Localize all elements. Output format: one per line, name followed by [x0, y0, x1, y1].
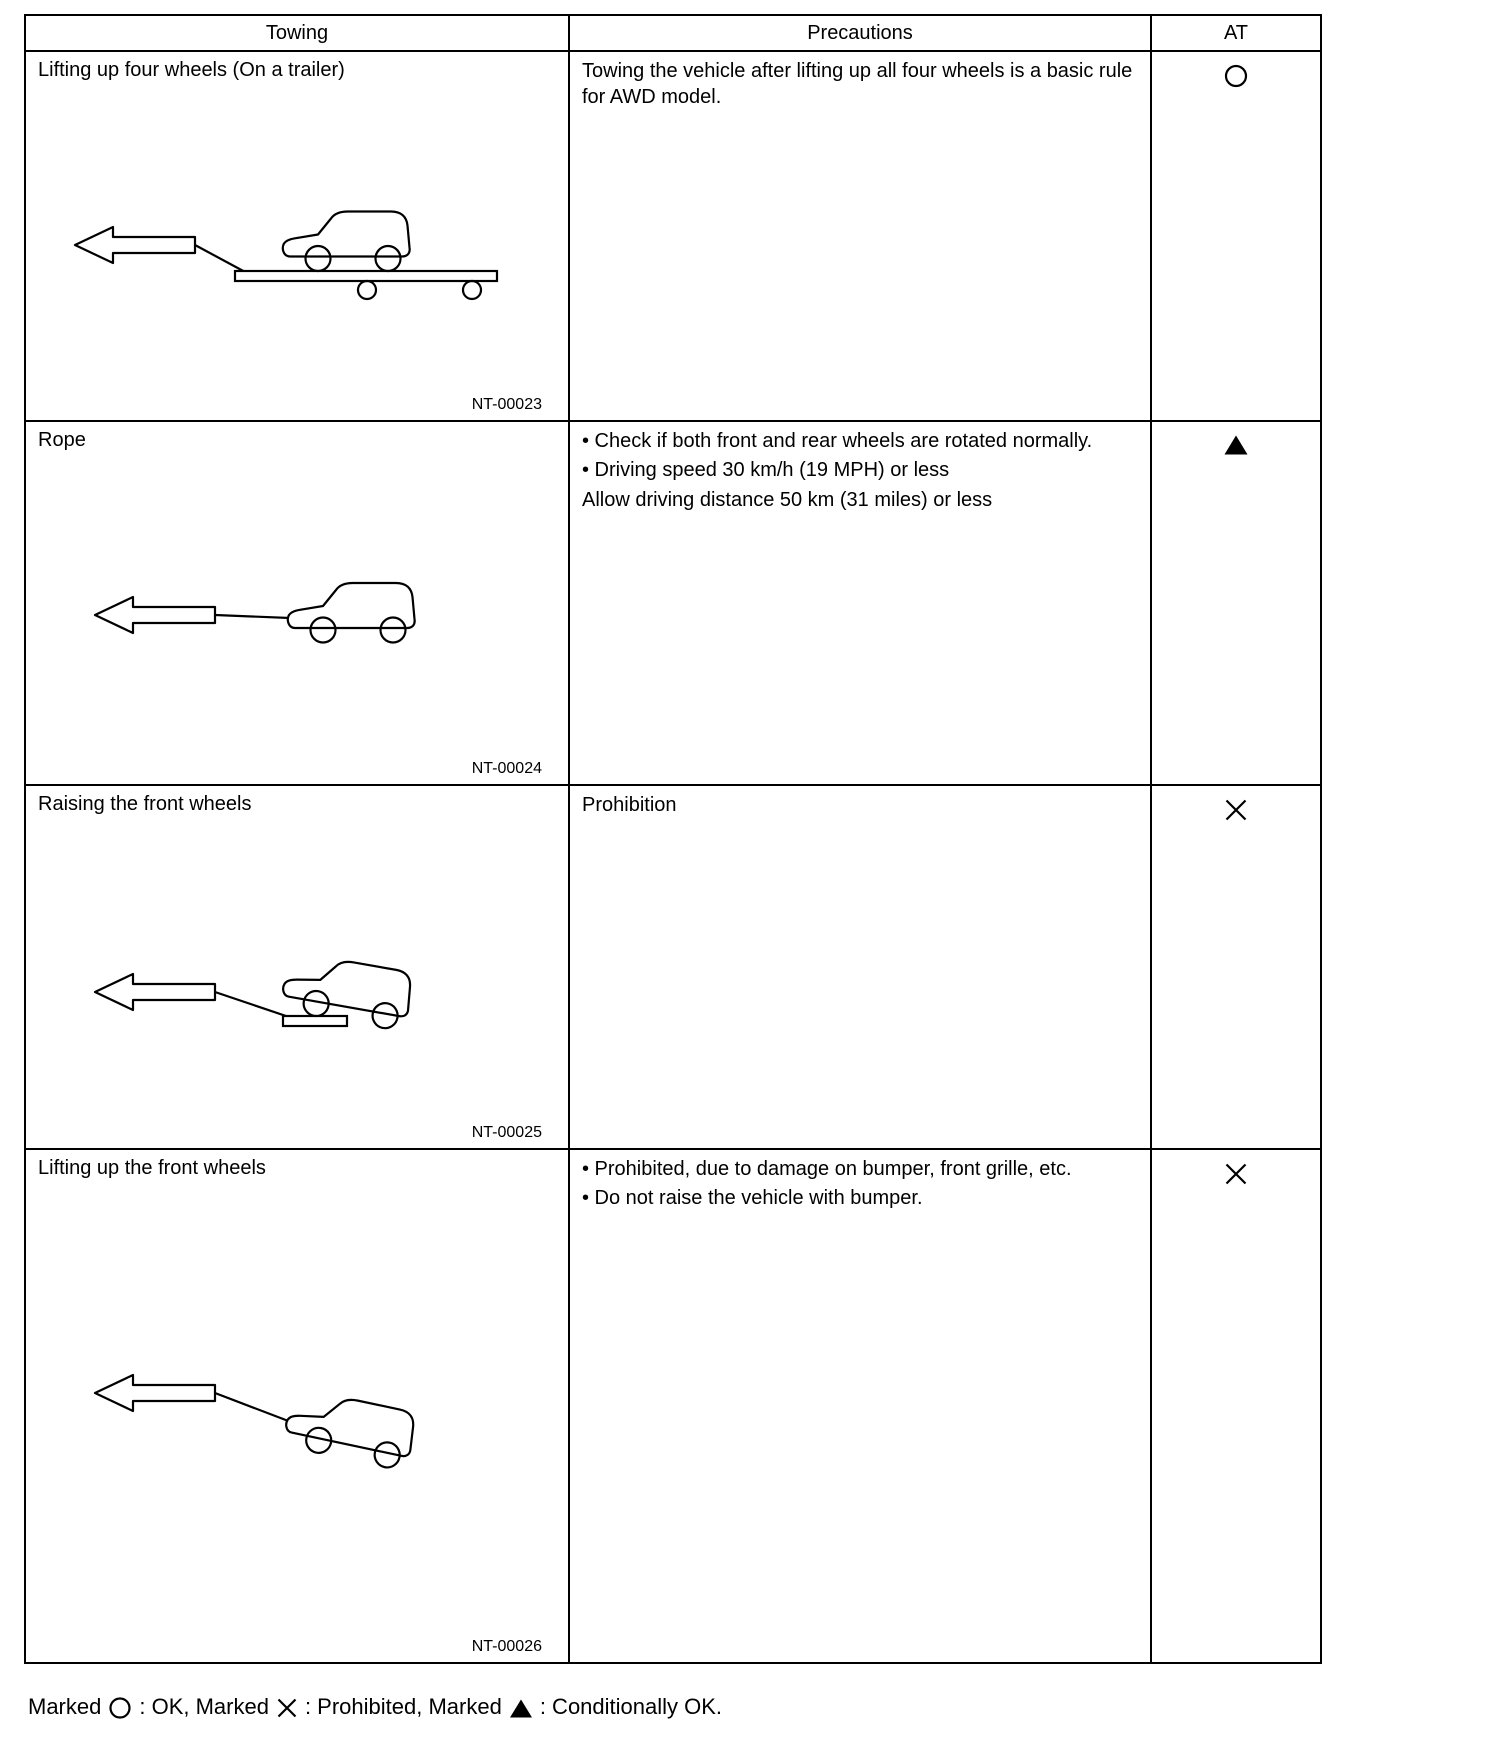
prohibited-x-icon: [1223, 797, 1249, 823]
precaution-text: • Do not raise the vehicle with bumper.: [582, 1187, 923, 1210]
precautions-cell: [570, 1150, 1152, 1662]
figure-code: NT-00026: [471, 1638, 542, 1656]
prohibited-x-icon: [1223, 1161, 1249, 1187]
precaution-text: • Prohibited, due to damage on bumper, front grille, etc.: [582, 1158, 1072, 1180]
towing-illustration-rope: [87, 553, 507, 659]
towing-dolly: [283, 1016, 347, 1026]
table-row: [26, 1150, 1320, 1662]
tow-direction-arrow: [95, 974, 215, 1010]
towing-table: [24, 14, 1322, 1664]
table-header-row: [26, 16, 1320, 52]
precaution-text: Prohibition: [582, 794, 677, 816]
precaution-text: Towing the vehicle after lifting up all four wheels is a basic rule for AWD model.: [582, 60, 1133, 109]
towing-illustration-trailer: [67, 165, 527, 313]
legend-text: : Prohibited, Marked: [304, 1694, 502, 1719]
tow-rope: [215, 615, 290, 618]
trailer-hitch: [195, 245, 247, 273]
towing-method-cell: [26, 52, 570, 420]
rope-illustration-svg: [87, 553, 507, 659]
at-cell: [1152, 422, 1320, 784]
trailer-wheel: [463, 281, 481, 299]
precautions-cell: [570, 422, 1152, 784]
legend-text: : OK, Marked: [139, 1694, 269, 1719]
towing-method-label: Rope: [38, 429, 86, 451]
ok-circle-icon: [108, 1696, 132, 1720]
towing-method-cell: [26, 422, 570, 784]
trailer-bed: [235, 271, 497, 281]
legend: [28, 1694, 1504, 1720]
precaution-text: Allow driving distance 50 km (31 miles) or less: [582, 488, 993, 511]
at-cell: [1152, 786, 1320, 1148]
towing-method-cell: [26, 1150, 570, 1662]
at-cell: [1152, 1150, 1320, 1662]
precautions-cell: [570, 786, 1152, 1148]
prohibited-x-icon: [276, 1697, 298, 1719]
front-lift-illustration-svg: [87, 1343, 507, 1475]
conditional-triangle-icon: [1223, 433, 1249, 457]
column-header-at: AT: [1223, 21, 1249, 44]
tow-direction-arrow: [95, 1375, 215, 1411]
towing-method-label: Lifting up the front wheels: [38, 1157, 266, 1179]
table-row: [26, 52, 1320, 422]
table-row: [26, 422, 1320, 786]
towing-illustration-dolly: [87, 900, 507, 1040]
precaution-text: • Driving speed 30 km/h (19 MPH) or less: [582, 459, 950, 482]
tow-bar: [215, 992, 292, 1018]
towing-method-label: Raising the front wheels: [38, 793, 252, 815]
figure-code: NT-00023: [471, 396, 542, 414]
legend-text: : Conditionally OK.: [539, 1694, 723, 1719]
tow-direction-arrow: [75, 227, 195, 263]
dolly-illustration-svg: [87, 900, 507, 1040]
towing-illustration-front-lift: [87, 1343, 507, 1475]
legend-text: Marked: [28, 1694, 102, 1719]
figure-code: NT-00025: [471, 1124, 542, 1142]
precautions-cell: [570, 52, 1152, 420]
car-outline: [283, 211, 410, 271]
car-outline: [282, 1387, 418, 1472]
precaution-text: • Check if both front and rear wheels are rotated normally.: [582, 430, 1093, 452]
at-cell: [1152, 52, 1320, 420]
tow-direction-arrow: [95, 597, 215, 633]
trailer-illustration-svg: [67, 165, 527, 313]
towing-method-cell: [26, 786, 570, 1148]
table-row: [26, 786, 1320, 1150]
column-header-precautions: Precautions: [570, 16, 1152, 50]
tow-bar: [215, 1393, 291, 1422]
conditional-triangle-icon: [509, 1698, 533, 1719]
column-header-towing: Towing: [26, 16, 570, 50]
trailer-wheel: [358, 281, 376, 299]
towing-method-label: Lifting up four wheels (On a trailer): [38, 59, 345, 81]
ok-circle-icon: [1223, 63, 1249, 89]
figure-code: NT-00024: [471, 760, 542, 778]
car-outline: [288, 583, 415, 643]
